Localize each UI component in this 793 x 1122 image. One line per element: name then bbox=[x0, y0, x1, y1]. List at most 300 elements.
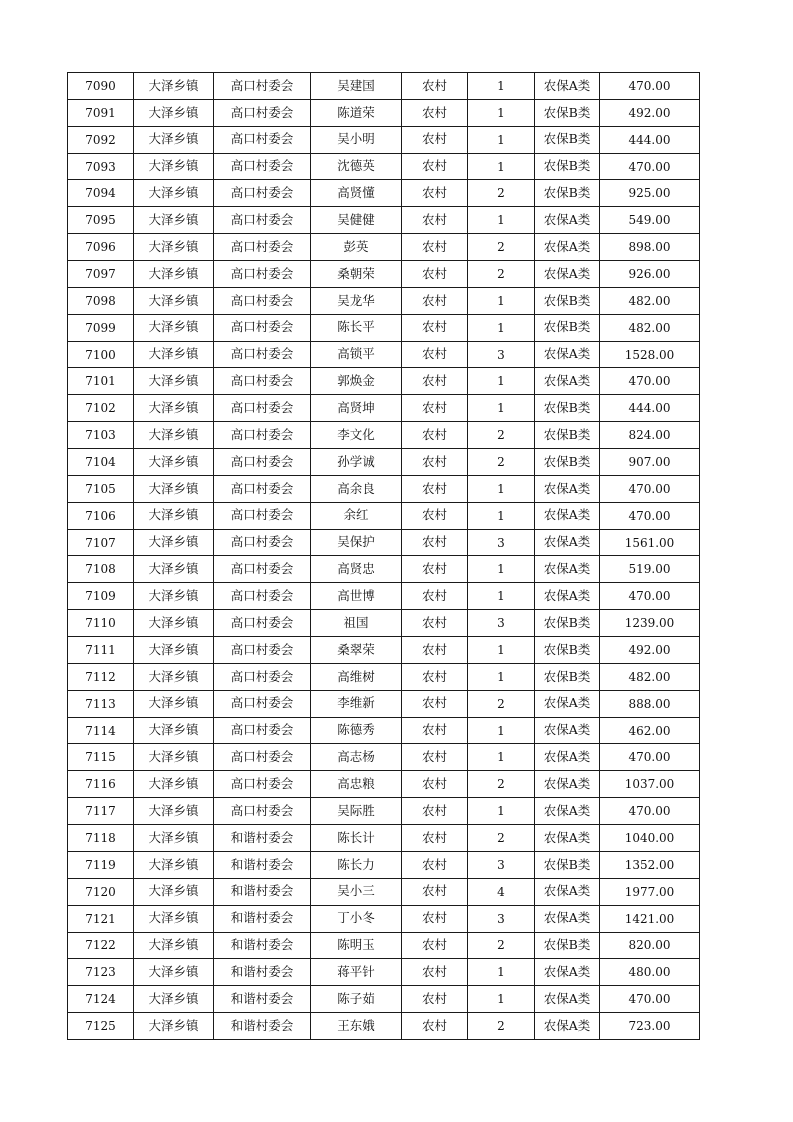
insurance-category-cell: 农保A类 bbox=[535, 529, 600, 556]
insurance-category-cell: 农保A类 bbox=[535, 959, 600, 986]
beneficiary-table bbox=[67, 72, 700, 1040]
table-row bbox=[68, 771, 700, 798]
township-cell: 大泽乡镇 bbox=[134, 986, 214, 1013]
row-number-cell: 7106 bbox=[68, 502, 134, 529]
insurance-category-cell: 农保A类 bbox=[535, 717, 600, 744]
township-cell: 大泽乡镇 bbox=[134, 744, 214, 771]
household-size-cell: 2 bbox=[468, 449, 535, 476]
township-cell: 大泽乡镇 bbox=[134, 663, 214, 690]
table-row bbox=[68, 99, 700, 126]
amount-cell: 482.00 bbox=[600, 287, 700, 314]
village-committee-cell: 高口村委会 bbox=[214, 368, 311, 395]
amount-cell: 482.00 bbox=[600, 663, 700, 690]
residence-type-cell: 农村 bbox=[402, 905, 468, 932]
household-size-cell: 2 bbox=[468, 771, 535, 798]
township-cell: 大泽乡镇 bbox=[134, 529, 214, 556]
amount-cell: 898.00 bbox=[600, 234, 700, 261]
name-cell: 高贤坤 bbox=[311, 395, 402, 422]
insurance-category-cell: 农保B类 bbox=[535, 153, 600, 180]
household-size-cell: 1 bbox=[468, 556, 535, 583]
household-size-cell: 2 bbox=[468, 1013, 535, 1040]
table-row bbox=[68, 207, 700, 234]
row-number-cell: 7115 bbox=[68, 744, 134, 771]
township-cell: 大泽乡镇 bbox=[134, 1013, 214, 1040]
amount-cell: 470.00 bbox=[600, 502, 700, 529]
table-row bbox=[68, 234, 700, 261]
insurance-category-cell: 农保A类 bbox=[535, 878, 600, 905]
township-cell: 大泽乡镇 bbox=[134, 341, 214, 368]
row-number-cell: 7093 bbox=[68, 153, 134, 180]
amount-cell: 1528.00 bbox=[600, 341, 700, 368]
name-cell: 高志杨 bbox=[311, 744, 402, 771]
household-size-cell: 1 bbox=[468, 502, 535, 529]
amount-cell: 1977.00 bbox=[600, 878, 700, 905]
table-row bbox=[68, 1013, 700, 1040]
name-cell: 桑翠荣 bbox=[311, 637, 402, 664]
household-size-cell: 1 bbox=[468, 73, 535, 100]
household-size-cell: 1 bbox=[468, 663, 535, 690]
residence-type-cell: 农村 bbox=[402, 637, 468, 664]
row-number-cell: 7100 bbox=[68, 341, 134, 368]
table-row bbox=[68, 986, 700, 1013]
table-row bbox=[68, 744, 700, 771]
name-cell: 余红 bbox=[311, 502, 402, 529]
household-size-cell: 1 bbox=[468, 99, 535, 126]
residence-type-cell: 农村 bbox=[402, 744, 468, 771]
household-size-cell: 3 bbox=[468, 610, 535, 637]
village-committee-cell: 和谐村委会 bbox=[214, 932, 311, 959]
residence-type-cell: 农村 bbox=[402, 126, 468, 153]
table-row bbox=[68, 395, 700, 422]
name-cell: 李文化 bbox=[311, 422, 402, 449]
insurance-category-cell: 农保B类 bbox=[535, 395, 600, 422]
amount-cell: 723.00 bbox=[600, 1013, 700, 1040]
village-committee-cell: 和谐村委会 bbox=[214, 878, 311, 905]
table-row bbox=[68, 314, 700, 341]
insurance-category-cell: 农保A类 bbox=[535, 986, 600, 1013]
table-row bbox=[68, 798, 700, 825]
township-cell: 大泽乡镇 bbox=[134, 475, 214, 502]
household-size-cell: 1 bbox=[468, 986, 535, 1013]
amount-cell: 470.00 bbox=[600, 153, 700, 180]
insurance-category-cell: 农保A类 bbox=[535, 207, 600, 234]
name-cell: 沈德英 bbox=[311, 153, 402, 180]
household-size-cell: 3 bbox=[468, 851, 535, 878]
residence-type-cell: 农村 bbox=[402, 368, 468, 395]
township-cell: 大泽乡镇 bbox=[134, 878, 214, 905]
township-cell: 大泽乡镇 bbox=[134, 771, 214, 798]
row-number-cell: 7114 bbox=[68, 717, 134, 744]
name-cell: 陈长力 bbox=[311, 851, 402, 878]
amount-cell: 1421.00 bbox=[600, 905, 700, 932]
amount-cell: 1040.00 bbox=[600, 825, 700, 852]
table-row bbox=[68, 73, 700, 100]
residence-type-cell: 农村 bbox=[402, 234, 468, 261]
residence-type-cell: 农村 bbox=[402, 825, 468, 852]
insurance-category-cell: 农保A类 bbox=[535, 744, 600, 771]
village-committee-cell: 和谐村委会 bbox=[214, 905, 311, 932]
row-number-cell: 7102 bbox=[68, 395, 134, 422]
household-size-cell: 2 bbox=[468, 180, 535, 207]
village-committee-cell: 高口村委会 bbox=[214, 556, 311, 583]
table-row bbox=[68, 287, 700, 314]
amount-cell: 820.00 bbox=[600, 932, 700, 959]
name-cell: 高贤懂 bbox=[311, 180, 402, 207]
name-cell: 高维树 bbox=[311, 663, 402, 690]
township-cell: 大泽乡镇 bbox=[134, 905, 214, 932]
row-number-cell: 7092 bbox=[68, 126, 134, 153]
residence-type-cell: 农村 bbox=[402, 583, 468, 610]
name-cell: 陈德秀 bbox=[311, 717, 402, 744]
name-cell: 高锁平 bbox=[311, 341, 402, 368]
insurance-category-cell: 农保A类 bbox=[535, 556, 600, 583]
household-size-cell: 3 bbox=[468, 529, 535, 556]
village-committee-cell: 高口村委会 bbox=[214, 449, 311, 476]
amount-cell: 926.00 bbox=[600, 261, 700, 288]
name-cell: 陈明玉 bbox=[311, 932, 402, 959]
name-cell: 郭焕金 bbox=[311, 368, 402, 395]
amount-cell: 549.00 bbox=[600, 207, 700, 234]
township-cell: 大泽乡镇 bbox=[134, 851, 214, 878]
table-row bbox=[68, 475, 700, 502]
row-number-cell: 7113 bbox=[68, 690, 134, 717]
village-committee-cell: 高口村委会 bbox=[214, 207, 311, 234]
township-cell: 大泽乡镇 bbox=[134, 207, 214, 234]
row-number-cell: 7107 bbox=[68, 529, 134, 556]
township-cell: 大泽乡镇 bbox=[134, 99, 214, 126]
insurance-category-cell: 农保A类 bbox=[535, 690, 600, 717]
table-row bbox=[68, 932, 700, 959]
village-committee-cell: 高口村委会 bbox=[214, 690, 311, 717]
amount-cell: 444.00 bbox=[600, 395, 700, 422]
household-size-cell: 1 bbox=[468, 637, 535, 664]
residence-type-cell: 农村 bbox=[402, 556, 468, 583]
table-row bbox=[68, 261, 700, 288]
table-row bbox=[68, 422, 700, 449]
township-cell: 大泽乡镇 bbox=[134, 287, 214, 314]
township-cell: 大泽乡镇 bbox=[134, 126, 214, 153]
amount-cell: 470.00 bbox=[600, 798, 700, 825]
residence-type-cell: 农村 bbox=[402, 771, 468, 798]
insurance-category-cell: 农保A类 bbox=[535, 341, 600, 368]
village-committee-cell: 高口村委会 bbox=[214, 744, 311, 771]
insurance-category-cell: 农保B类 bbox=[535, 314, 600, 341]
table-row bbox=[68, 663, 700, 690]
township-cell: 大泽乡镇 bbox=[134, 932, 214, 959]
amount-cell: 470.00 bbox=[600, 744, 700, 771]
amount-cell: 444.00 bbox=[600, 126, 700, 153]
table-row bbox=[68, 502, 700, 529]
row-number-cell: 7109 bbox=[68, 583, 134, 610]
name-cell: 高余良 bbox=[311, 475, 402, 502]
insurance-category-cell: 农保B类 bbox=[535, 180, 600, 207]
insurance-category-cell: 农保B类 bbox=[535, 610, 600, 637]
insurance-category-cell: 农保A类 bbox=[535, 475, 600, 502]
household-size-cell: 4 bbox=[468, 878, 535, 905]
insurance-category-cell: 农保B类 bbox=[535, 126, 600, 153]
row-number-cell: 7099 bbox=[68, 314, 134, 341]
residence-type-cell: 农村 bbox=[402, 73, 468, 100]
insurance-category-cell: 农保A类 bbox=[535, 261, 600, 288]
row-number-cell: 7119 bbox=[68, 851, 134, 878]
township-cell: 大泽乡镇 bbox=[134, 422, 214, 449]
residence-type-cell: 农村 bbox=[402, 878, 468, 905]
township-cell: 大泽乡镇 bbox=[134, 234, 214, 261]
village-committee-cell: 和谐村委会 bbox=[214, 1013, 311, 1040]
insurance-category-cell: 农保A类 bbox=[535, 73, 600, 100]
insurance-category-cell: 农保A类 bbox=[535, 583, 600, 610]
table-row bbox=[68, 610, 700, 637]
residence-type-cell: 农村 bbox=[402, 1013, 468, 1040]
name-cell: 高世博 bbox=[311, 583, 402, 610]
name-cell: 高贤忠 bbox=[311, 556, 402, 583]
amount-cell: 1352.00 bbox=[600, 851, 700, 878]
village-committee-cell: 高口村委会 bbox=[214, 314, 311, 341]
village-committee-cell: 高口村委会 bbox=[214, 395, 311, 422]
household-size-cell: 2 bbox=[468, 261, 535, 288]
village-committee-cell: 高口村委会 bbox=[214, 502, 311, 529]
village-committee-cell: 高口村委会 bbox=[214, 126, 311, 153]
name-cell: 丁小冬 bbox=[311, 905, 402, 932]
village-committee-cell: 高口村委会 bbox=[214, 798, 311, 825]
row-number-cell: 7108 bbox=[68, 556, 134, 583]
village-committee-cell: 高口村委会 bbox=[214, 287, 311, 314]
amount-cell: 888.00 bbox=[600, 690, 700, 717]
table-row bbox=[68, 851, 700, 878]
table-row bbox=[68, 690, 700, 717]
table-row bbox=[68, 878, 700, 905]
residence-type-cell: 农村 bbox=[402, 986, 468, 1013]
insurance-category-cell: 农保A类 bbox=[535, 1013, 600, 1040]
residence-type-cell: 农村 bbox=[402, 99, 468, 126]
village-committee-cell: 高口村委会 bbox=[214, 153, 311, 180]
name-cell: 陈子茹 bbox=[311, 986, 402, 1013]
village-committee-cell: 高口村委会 bbox=[214, 529, 311, 556]
insurance-category-cell: 农保B类 bbox=[535, 422, 600, 449]
table-row bbox=[68, 449, 700, 476]
row-number-cell: 7117 bbox=[68, 798, 134, 825]
insurance-category-cell: 农保A类 bbox=[535, 905, 600, 932]
insurance-category-cell: 农保B类 bbox=[535, 287, 600, 314]
amount-cell: 470.00 bbox=[600, 475, 700, 502]
row-number-cell: 7103 bbox=[68, 422, 134, 449]
amount-cell: 482.00 bbox=[600, 314, 700, 341]
village-committee-cell: 高口村委会 bbox=[214, 717, 311, 744]
township-cell: 大泽乡镇 bbox=[134, 798, 214, 825]
insurance-category-cell: 农保B类 bbox=[535, 851, 600, 878]
household-size-cell: 1 bbox=[468, 717, 535, 744]
row-number-cell: 7091 bbox=[68, 99, 134, 126]
table-row bbox=[68, 637, 700, 664]
village-committee-cell: 高口村委会 bbox=[214, 261, 311, 288]
amount-cell: 470.00 bbox=[600, 583, 700, 610]
residence-type-cell: 农村 bbox=[402, 153, 468, 180]
village-committee-cell: 高口村委会 bbox=[214, 583, 311, 610]
village-committee-cell: 和谐村委会 bbox=[214, 825, 311, 852]
household-size-cell: 2 bbox=[468, 422, 535, 449]
residence-type-cell: 农村 bbox=[402, 287, 468, 314]
amount-cell: 470.00 bbox=[600, 73, 700, 100]
name-cell: 祖国 bbox=[311, 610, 402, 637]
row-number-cell: 7097 bbox=[68, 261, 134, 288]
township-cell: 大泽乡镇 bbox=[134, 583, 214, 610]
insurance-category-cell: 农保B类 bbox=[535, 449, 600, 476]
residence-type-cell: 农村 bbox=[402, 690, 468, 717]
row-number-cell: 7105 bbox=[68, 475, 134, 502]
name-cell: 吴健健 bbox=[311, 207, 402, 234]
amount-cell: 492.00 bbox=[600, 99, 700, 126]
table-row bbox=[68, 341, 700, 368]
village-committee-cell: 高口村委会 bbox=[214, 637, 311, 664]
village-committee-cell: 和谐村委会 bbox=[214, 959, 311, 986]
row-number-cell: 7121 bbox=[68, 905, 134, 932]
township-cell: 大泽乡镇 bbox=[134, 449, 214, 476]
village-committee-cell: 高口村委会 bbox=[214, 73, 311, 100]
amount-cell: 907.00 bbox=[600, 449, 700, 476]
residence-type-cell: 农村 bbox=[402, 502, 468, 529]
amount-cell: 519.00 bbox=[600, 556, 700, 583]
table-row bbox=[68, 180, 700, 207]
row-number-cell: 7125 bbox=[68, 1013, 134, 1040]
amount-cell: 480.00 bbox=[600, 959, 700, 986]
name-cell: 王东娥 bbox=[311, 1013, 402, 1040]
insurance-category-cell: 农保A类 bbox=[535, 825, 600, 852]
name-cell: 吴际胜 bbox=[311, 798, 402, 825]
name-cell: 陈道荣 bbox=[311, 99, 402, 126]
row-number-cell: 7094 bbox=[68, 180, 134, 207]
township-cell: 大泽乡镇 bbox=[134, 637, 214, 664]
table-row bbox=[68, 529, 700, 556]
residence-type-cell: 农村 bbox=[402, 395, 468, 422]
residence-type-cell: 农村 bbox=[402, 663, 468, 690]
residence-type-cell: 农村 bbox=[402, 207, 468, 234]
table-row bbox=[68, 153, 700, 180]
household-size-cell: 1 bbox=[468, 395, 535, 422]
household-size-cell: 1 bbox=[468, 744, 535, 771]
table-row bbox=[68, 126, 700, 153]
township-cell: 大泽乡镇 bbox=[134, 73, 214, 100]
table-row bbox=[68, 717, 700, 744]
residence-type-cell: 农村 bbox=[402, 798, 468, 825]
table-row bbox=[68, 905, 700, 932]
township-cell: 大泽乡镇 bbox=[134, 180, 214, 207]
row-number-cell: 7096 bbox=[68, 234, 134, 261]
row-number-cell: 7122 bbox=[68, 932, 134, 959]
household-size-cell: 1 bbox=[468, 368, 535, 395]
row-number-cell: 7104 bbox=[68, 449, 134, 476]
row-number-cell: 7101 bbox=[68, 368, 134, 395]
insurance-category-cell: 农保B类 bbox=[535, 932, 600, 959]
residence-type-cell: 农村 bbox=[402, 717, 468, 744]
row-number-cell: 7120 bbox=[68, 878, 134, 905]
residence-type-cell: 农村 bbox=[402, 180, 468, 207]
residence-type-cell: 农村 bbox=[402, 449, 468, 476]
row-number-cell: 7095 bbox=[68, 207, 134, 234]
village-committee-cell: 高口村委会 bbox=[214, 475, 311, 502]
household-size-cell: 2 bbox=[468, 932, 535, 959]
amount-cell: 462.00 bbox=[600, 717, 700, 744]
village-committee-cell: 高口村委会 bbox=[214, 234, 311, 261]
table-row bbox=[68, 368, 700, 395]
row-number-cell: 7110 bbox=[68, 610, 134, 637]
name-cell: 陈长计 bbox=[311, 825, 402, 852]
village-committee-cell: 高口村委会 bbox=[214, 422, 311, 449]
name-cell: 桑朝荣 bbox=[311, 261, 402, 288]
insurance-category-cell: 农保A类 bbox=[535, 502, 600, 529]
village-committee-cell: 高口村委会 bbox=[214, 99, 311, 126]
name-cell: 吴小明 bbox=[311, 126, 402, 153]
amount-cell: 1239.00 bbox=[600, 610, 700, 637]
village-committee-cell: 高口村委会 bbox=[214, 663, 311, 690]
name-cell: 吴小三 bbox=[311, 878, 402, 905]
household-size-cell: 2 bbox=[468, 690, 535, 717]
row-number-cell: 7116 bbox=[68, 771, 134, 798]
township-cell: 大泽乡镇 bbox=[134, 261, 214, 288]
residence-type-cell: 农村 bbox=[402, 529, 468, 556]
village-committee-cell: 高口村委会 bbox=[214, 771, 311, 798]
name-cell: 彭英 bbox=[311, 234, 402, 261]
residence-type-cell: 农村 bbox=[402, 475, 468, 502]
township-cell: 大泽乡镇 bbox=[134, 314, 214, 341]
name-cell: 李维新 bbox=[311, 690, 402, 717]
residence-type-cell: 农村 bbox=[402, 314, 468, 341]
residence-type-cell: 农村 bbox=[402, 341, 468, 368]
insurance-category-cell: 农保A类 bbox=[535, 234, 600, 261]
row-number-cell: 7118 bbox=[68, 825, 134, 852]
township-cell: 大泽乡镇 bbox=[134, 610, 214, 637]
household-size-cell: 1 bbox=[468, 959, 535, 986]
amount-cell: 1561.00 bbox=[600, 529, 700, 556]
township-cell: 大泽乡镇 bbox=[134, 556, 214, 583]
name-cell: 高忠粮 bbox=[311, 771, 402, 798]
household-size-cell: 3 bbox=[468, 341, 535, 368]
village-committee-cell: 高口村委会 bbox=[214, 610, 311, 637]
table-body bbox=[68, 73, 700, 1040]
row-number-cell: 7123 bbox=[68, 959, 134, 986]
household-size-cell: 2 bbox=[468, 234, 535, 261]
amount-cell: 470.00 bbox=[600, 986, 700, 1013]
insurance-category-cell: 农保A类 bbox=[535, 798, 600, 825]
insurance-category-cell: 农保B类 bbox=[535, 637, 600, 664]
household-size-cell: 1 bbox=[468, 287, 535, 314]
household-size-cell: 1 bbox=[468, 583, 535, 610]
residence-type-cell: 农村 bbox=[402, 851, 468, 878]
residence-type-cell: 农村 bbox=[402, 959, 468, 986]
table-row bbox=[68, 556, 700, 583]
insurance-category-cell: 农保B类 bbox=[535, 663, 600, 690]
household-size-cell: 1 bbox=[468, 207, 535, 234]
amount-cell: 470.00 bbox=[600, 368, 700, 395]
amount-cell: 824.00 bbox=[600, 422, 700, 449]
village-committee-cell: 和谐村委会 bbox=[214, 986, 311, 1013]
village-committee-cell: 和谐村委会 bbox=[214, 851, 311, 878]
township-cell: 大泽乡镇 bbox=[134, 502, 214, 529]
name-cell: 吴龙华 bbox=[311, 287, 402, 314]
residence-type-cell: 农村 bbox=[402, 422, 468, 449]
township-cell: 大泽乡镇 bbox=[134, 368, 214, 395]
table-row bbox=[68, 583, 700, 610]
household-size-cell: 1 bbox=[468, 475, 535, 502]
residence-type-cell: 农村 bbox=[402, 932, 468, 959]
township-cell: 大泽乡镇 bbox=[134, 825, 214, 852]
table-row bbox=[68, 825, 700, 852]
township-cell: 大泽乡镇 bbox=[134, 153, 214, 180]
household-size-cell: 1 bbox=[468, 314, 535, 341]
insurance-category-cell: 农保A类 bbox=[535, 368, 600, 395]
amount-cell: 492.00 bbox=[600, 637, 700, 664]
name-cell: 吴建国 bbox=[311, 73, 402, 100]
township-cell: 大泽乡镇 bbox=[134, 717, 214, 744]
